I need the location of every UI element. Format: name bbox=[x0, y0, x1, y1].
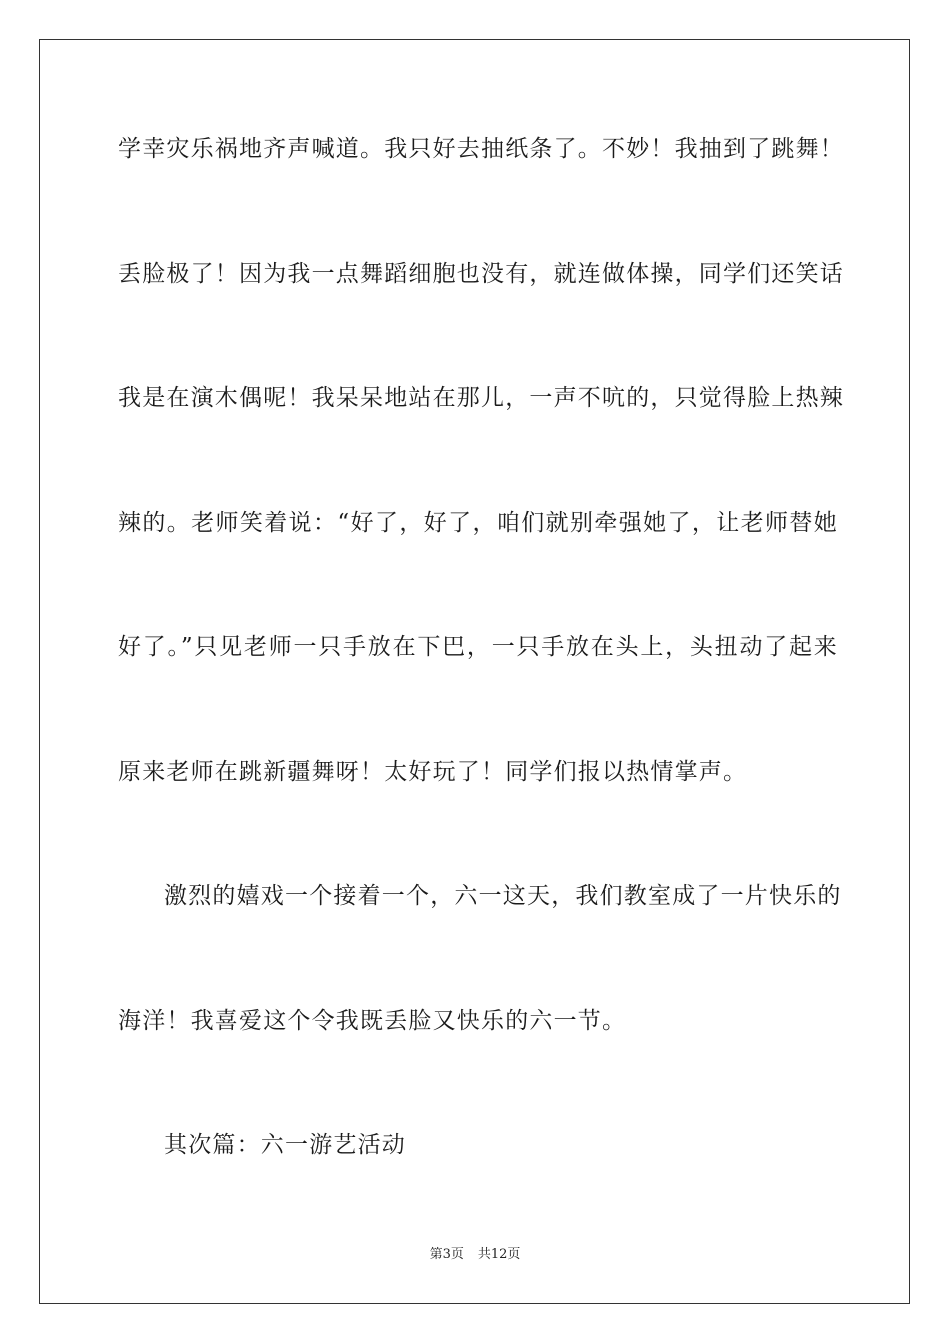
paragraph-line-6: 原来老师在跳新疆舞呀！太好玩了！同学们报以热情掌声。 bbox=[118, 759, 748, 785]
paragraph-line-4: 辣的。老师笑着说：“好了，好了，咱们就别牵强她了，让老师替她 bbox=[118, 510, 838, 536]
paragraph-line-8: 海洋！我喜爱这个令我既丢脸又快乐的六一节。 bbox=[118, 1008, 627, 1034]
page-border bbox=[39, 39, 910, 1304]
paragraph-line-3: 我是在演木偶呢！我呆呆地站在那儿，一声不吭的，只觉得脸上热辣 bbox=[118, 385, 844, 411]
page-footer bbox=[0, 1246, 950, 1264]
page-number: 第3页 bbox=[429, 1247, 464, 1262]
paragraph-line-2: 丢脸极了！因为我一点舞蹈细胞也没有，就连做体操，同学们还笑话 bbox=[118, 261, 844, 287]
paragraph-line-1: 学幸灾乐祸地齐声喊道。我只好去抽纸条了。不妙！我抽到了跳舞！ bbox=[118, 136, 844, 162]
paragraph-line-7: 激烈的嬉戏一个接着一个，六一这天，我们教室成了一片快乐的 bbox=[164, 883, 842, 909]
paragraph-line-5: 好了。”只见老师一只手放在下巴，一只手放在头上，头扭动了起来 bbox=[118, 634, 838, 660]
page-total: 共12页 bbox=[477, 1247, 521, 1262]
section-heading: 其次篇：六一游艺活动 bbox=[164, 1132, 406, 1158]
